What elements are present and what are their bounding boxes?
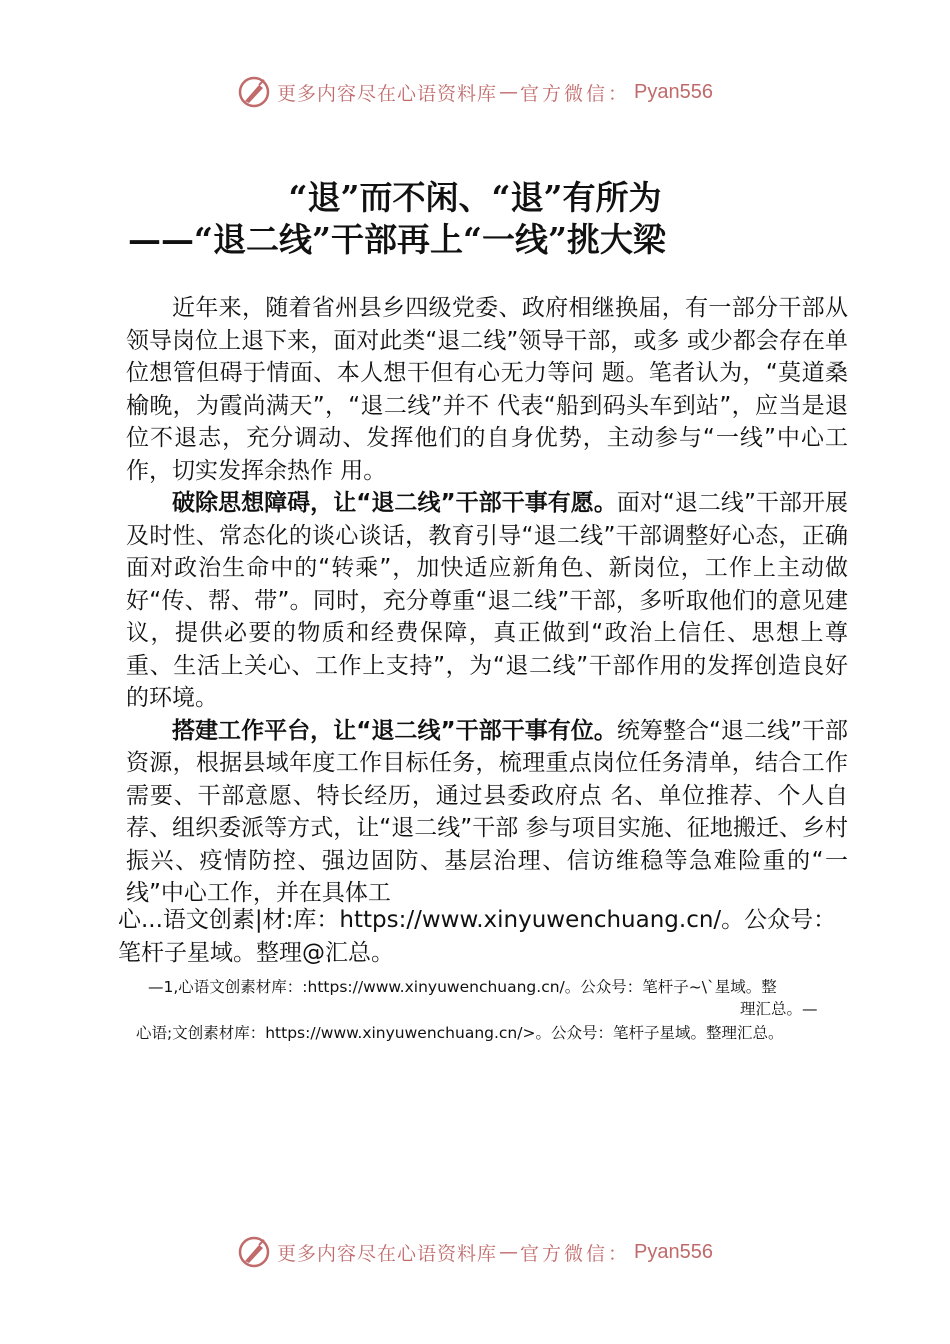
- footnote-line-3: 心语;文创素材库：https://www.xinyuwenchuang.cn/>。公众号：笔杆子星域。整理汇总。: [136, 1024, 784, 1042]
- pen-logo-icon: [237, 1235, 271, 1269]
- article-body: [126, 292, 848, 910]
- footnote-line-1: —1,心语文创素材库：:https://www.xinyuwenchuang.cn/。公众号：笔杆子~\`星域。整: [148, 978, 777, 996]
- page-subtitle: ——“退二线”干部再上“一线”挑大梁: [128, 220, 666, 259]
- watermark-text-line: 心...语文创素|材:库：https://www.xinyuwenchuang.cn/。公众号：笔杆子星域。整理@汇总。: [118, 907, 837, 966]
- paragraph-2: [126, 487, 848, 715]
- banner-separator: —: [499, 81, 519, 103]
- paragraph-text: 近年来，随着省州县乡四级党委、政府相继换届，有一部分干部从领导岗位上退下来，面对此类“退二线”领导干部，或多 或少都会存在单位想管但碍于情面、本人想干但有心无力等问 题。笔者认为，“莫道桑榆晚，为霞尚满天”，“退二线”并不 代表“船到码头车到站”，应当是退位不退志，充分调动、发挥他们的自身优势，主动参与“一线”中心工作，切实发挥余热作 用。: [126, 295, 848, 484]
- paragraph-3: [126, 715, 848, 910]
- banner-wechat-label: 官方微信：: [520, 1242, 631, 1265]
- banner-wechat-id: Pyan556: [634, 1240, 713, 1263]
- banner-text: 更多内容尽在心语资料库: [277, 1242, 498, 1265]
- footnote-line-2: 理汇总。—: [740, 1000, 818, 1018]
- banner-wechat-label: 官方微信：: [520, 82, 631, 105]
- pen-logo-icon: [237, 75, 271, 109]
- paragraph-heading: 搭建工作平台，让“退二线”干部干事有位。: [172, 717, 617, 744]
- page-title: “退”而不闲、“退”有所为: [288, 178, 662, 217]
- paragraph-text: 面对“退二线”干部开展及时性、常态化的谈心谈话，教育引导“退二线”干部调整好心态，正确面对政治生命中的“转乘”，加快适应新角色、新岗位，工作上主动做好“传、帮、带”。同时，充分尊重“退二线”干部，多听取他们的意见建议，提供必要的物质和经费保障，真正做到“政治上信任、思想上尊重、生活上关心、工作上支持”，为“退二线”干部作用的发挥创造良好的环境。: [126, 490, 848, 711]
- paragraph-heading: 破除思想障碍，让“退二线”干部干事有愿。: [172, 490, 617, 516]
- banner-separator: —: [499, 1241, 519, 1263]
- header-banner: [0, 72, 950, 112]
- banner-text: 更多内容尽在心语资料库: [277, 82, 498, 105]
- banner-wechat-id: Pyan556: [634, 80, 713, 103]
- paragraph-1: [126, 292, 848, 487]
- footer-banner: [0, 1232, 950, 1272]
- paragraph-text: 统筹整合“退二线”干部资源，根据县域年度工作目标任务，梳理重点岗位任务清单，结合工作需要、干部意愿、特长经历，通过县委政府点 名、单位推荐、个人自荐、组织委派等方式，让“退二线”干部 参与项目实施、征地搬迁、乡村振兴、疫情防控、强边固防、基层治理、信访维稳等急难险重的“一线”中心工作，并在具体工: [126, 717, 848, 906]
